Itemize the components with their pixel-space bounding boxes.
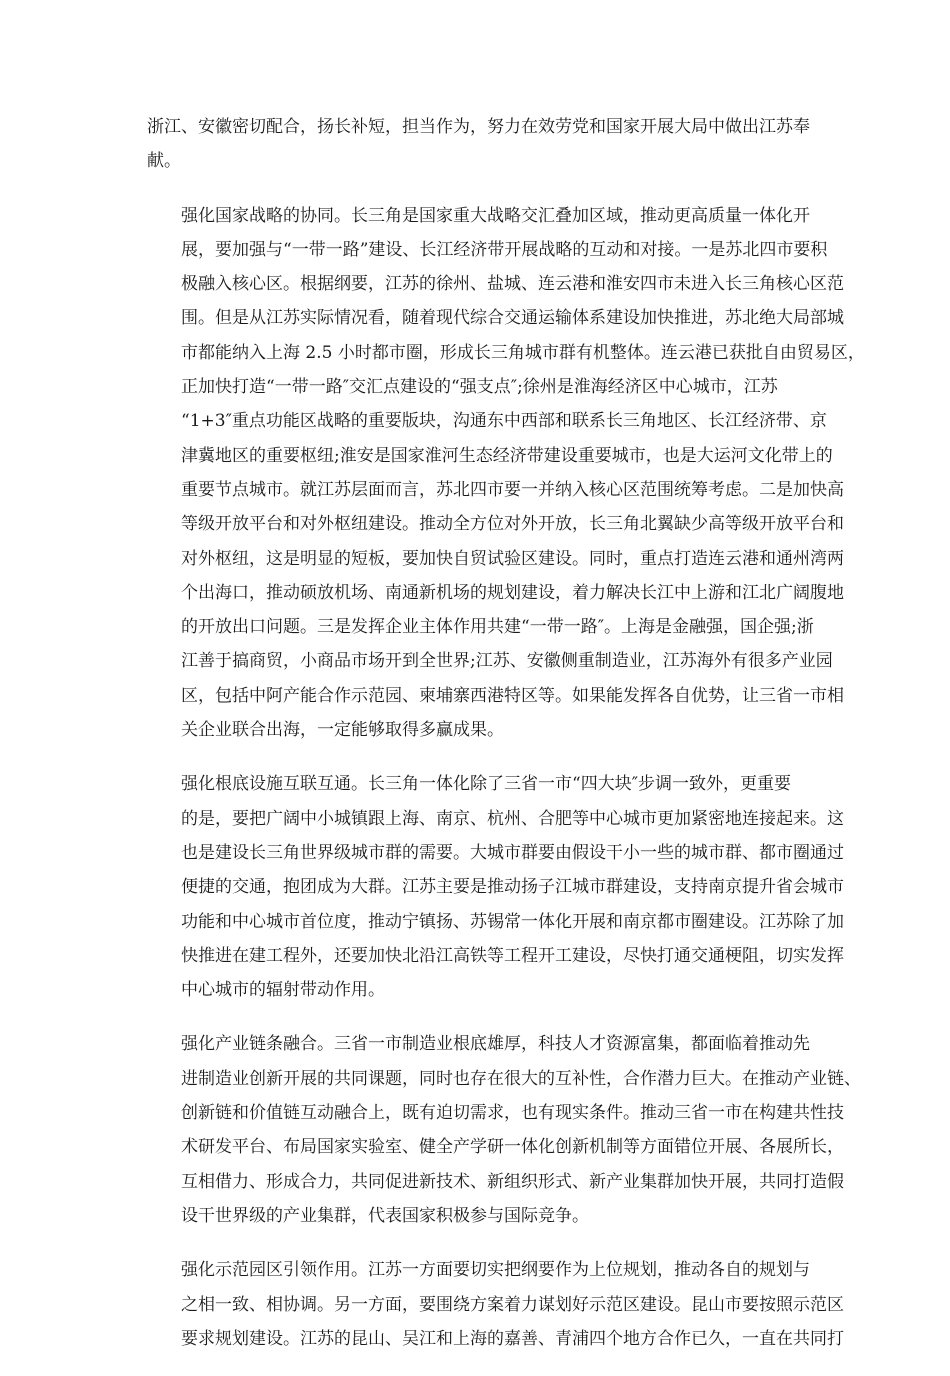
text-line: 津冀地区的重要枢纽;淮安是国家淮河生态经济带建设重要城市，也是大运河文化带上的 — [181, 445, 833, 466]
text-line: 也是建设长三角世界级城市群的需要。大城市群要由假设干小一些的城市群、都市圈通过 — [181, 842, 844, 863]
text-line: 要求规划建设。江苏的昆山、吴江和上海的嘉善、青浦四个地方合作已久，一直在共同打 — [181, 1328, 844, 1349]
text-line: 等级开放平台和对外枢纽建设。推动全方位对外开放，长三角北翼缺少高等级开放平台和 — [181, 514, 844, 535]
text-line: 便捷的交通，抱团成为大群。江苏主要是推动扬子江城市群建设，支持南京提升省会城市 — [181, 877, 844, 898]
text-line: 互相借力、形成合力，共同促进新技术、新组织形式、新产业集群加快开展，共同打造假 — [181, 1171, 844, 1192]
text-line: 围。但是从江苏实际情况看，随着现代综合交通运输体系建设加快推进，苏北绝大局部城 — [181, 308, 844, 329]
text-line: 对外枢纽，这是明显的短板，要加快自贸试验区建设。同时，重点打造连云港和通州湾两 — [181, 548, 844, 569]
text-line: 极融入核心区。根据纲要，江苏的徐州、盐城、连云港和淮安四市未进入长三角核心区范 — [181, 274, 844, 295]
text-line: 关企业联合出海，一定能够取得多赢成果。 — [181, 720, 504, 741]
text-line: 强化示范园区引领作用。江苏一方面要切实把纲要作为上位规划，推动各自的规划与 — [181, 1260, 810, 1281]
text-line: 江善于搞商贸，小商品市场开到全世界;江苏、安徽侧重制造业，江苏海外有很多产业园 — [181, 651, 833, 672]
text-line: 强化国家战略的协同。长三角是国家重大战略交汇叠加区域，推动更高质量一体化开 — [181, 205, 810, 226]
text-line: 强化产业链条融合。三省一市制造业根底雄厚，科技人才资源富集，都面临着推动先 — [181, 1034, 810, 1055]
text-line: 的开放出口问题。三是发挥企业主体作用共建“一带一路″。上海是金融强，国企强;浙 — [181, 617, 814, 638]
paragraph-1 — [147, 110, 811, 179]
text-line: 献。 — [147, 151, 181, 172]
paragraph-2 — [147, 199, 865, 748]
text-line: 中心城市的辐射带动作用。 — [181, 980, 385, 1001]
text-line: “1+3″重点功能区战略的重要版块，沟通东中西部和联系长三角地区、长江经济带、京 — [181, 411, 827, 432]
text-line: 进制造业创新开展的共同课题，同时也存在很大的互补性，合作潜力巨大。在推动产业链、 — [181, 1068, 861, 1089]
text-line: 快推进在建工程外，还要加快北沿江高铁等工程开工建设，尽快打通交通梗阻，切实发挥 — [181, 945, 844, 966]
text-line: 浙江、安徽密切配合，扬长补短，担当作为，努力在效劳党和国家开展大局中做出江苏奉 — [147, 117, 810, 137]
text-line: 正加快打造“一带一路″交汇点建设的“强支点″;徐州是淮海经济区中心城市，江苏 — [181, 377, 778, 398]
text-line: 之相一致、相协调。另一方面，要围绕方案着力谋划好示范区建设。昆山市要按照示范区 — [181, 1294, 844, 1315]
text-line: 设干世界级的产业集群，代表国家积极参与国际竞争。 — [181, 1205, 589, 1226]
paragraph-5 — [147, 1253, 844, 1356]
text-line: 创新链和价值链互动融合上，既有迫切需求，也有现实条件。推动三省一市在构建共性技 — [181, 1103, 844, 1124]
paragraph-4 — [147, 1027, 861, 1233]
text-line: 重要节点城市。就江苏层面而言，苏北四市要一并纳入核心区范围统筹考虑。二是加快高 — [181, 479, 844, 500]
text-line: 市都能纳入上海 2.5 小时都市圈，形成长三角城市群有机整体。连云港已获批自由贸易区， — [181, 342, 865, 363]
paragraph-3 — [147, 767, 844, 1007]
text-line: 展，要加强与“一带一路”建设、长江经济带开展战略的互动和对接。一是苏北四市要积 — [181, 239, 828, 260]
text-line: 的是，要把广阔中小城镇跟上海、南京、杭州、合肥等中心城市更加紧密地连接起来。这 — [181, 808, 844, 829]
text-line: 术研发平台、布局国家实验室、健全产学研一体化创新机制等方面错位开展、各展所长， — [181, 1137, 844, 1158]
text-line: 区，包括中阿产能合作示范园、柬埔寨西港特区等。如果能发挥各自优势，让三省一市相 — [181, 685, 844, 706]
text-line: 强化根底设施互联互通。长三角一体化除了三省一市“四大块″步调一致外，更重要 — [181, 774, 792, 795]
text-line: 功能和中心城市首位度，推动宁镇扬、苏锡常一体化开展和南京都市圈建设。江苏除了加 — [181, 911, 844, 932]
document-page — [147, 110, 865, 1376]
text-line: 个出海口，推动硕放机场、南通新机场的规划建设，着力解决长江中上游和江北广阔腹地 — [181, 582, 844, 603]
